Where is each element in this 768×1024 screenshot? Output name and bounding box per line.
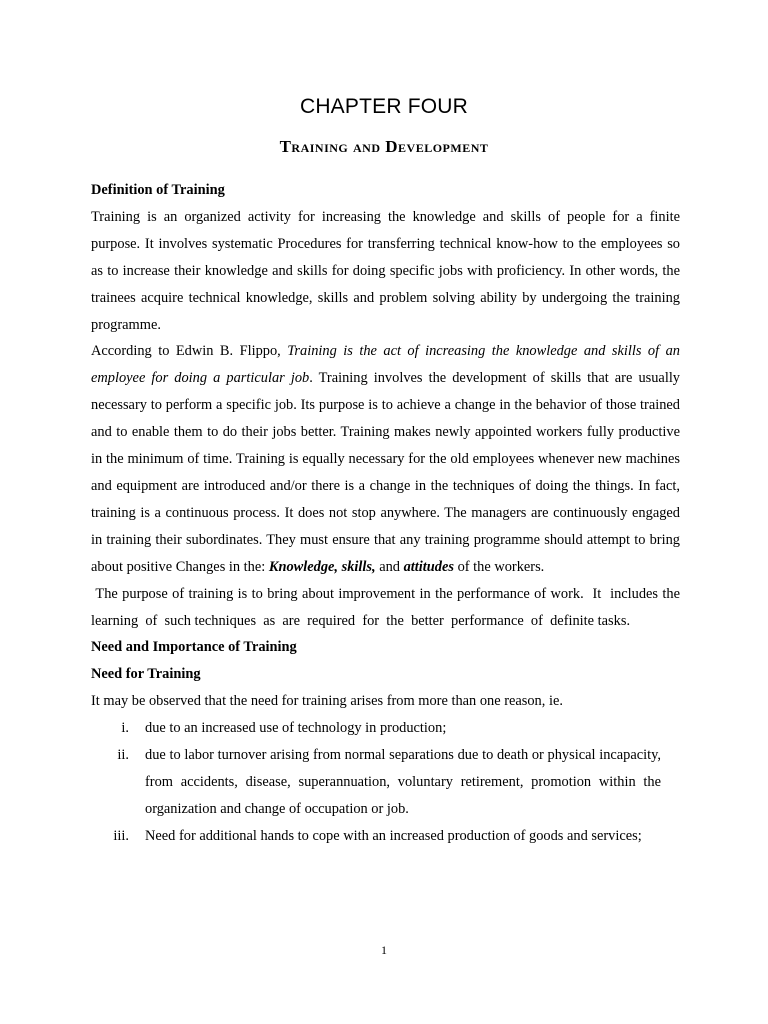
list-item-text: Need for additional hands to cope with an increased production of goods and services; — [145, 827, 642, 844]
flippo-paragraph — [91, 338, 680, 580]
need-intro-paragraph: It may be observed that the need for training arises from more than one reason, ie. — [91, 693, 563, 710]
need-heading: Need for Training — [91, 666, 201, 683]
list-item — [91, 715, 661, 742]
attitudes-emphasis: attitudes — [403, 558, 454, 575]
list-marker: iii. — [113, 827, 129, 844]
flippo-lead-text: According to Edwin B. Flippo, — [91, 343, 288, 360]
knowledge-skills-emphasis: Knowledge, skills, — [268, 558, 376, 575]
list-item-text: due to an increased use of technology in production; — [145, 720, 447, 737]
definition-heading: Definition of Training — [91, 182, 225, 198]
list-item — [91, 742, 661, 823]
list-item — [91, 823, 661, 850]
chapter-subtitle: Training and Development — [279, 137, 489, 156]
body-content — [91, 177, 688, 850]
chapter-title: CHAPTER FOUR — [299, 95, 469, 118]
list-item-text: due to labor turnover arising from normal separations due to death or physical incapacity, from accidents, disease, superannuation, voluntary retirement, promotion within the organization and change of occupation or job. — [145, 747, 661, 817]
flippo-end-text: of the workers. — [453, 558, 545, 575]
flippo-quote: Training is the act of increasing the knowledge and skills of an employee for doing a particular job — [91, 343, 680, 387]
need-importance-heading: Need and Importance of Training — [91, 639, 297, 656]
list-marker: i. — [121, 720, 129, 737]
definition-paragraph: Training is an organized activity for increasing the knowledge and skills of people for a finite purpose. It involves systematic Procedures for transferring technical know-how to the employees so as to increase their knowledge and skills for doing specific jobs with proficiency. In other words, the trainees acquire technical knowledge, skills and problem solving ability by undergoing the training programme. — [91, 208, 680, 333]
flippo-body-text: . Training involves the development of skills that are usually necessary to perform a specific job. Its purpose is to achieve a change in the behavior of those trained and to enable them to do their jobs better. Training makes newly appointed workers fully productive in the minimum of time. Training is equally necessary for the old employees whenever new machines and equipment are introduced and/or there is a change in the techniques of doing the things. In fact, training is a continuous process. It does not stop anywhere. The managers are continuously engaged in training their subordinates. They must ensure that any training programme should attempt to bring about positive Changes in the: — [91, 370, 681, 575]
need-reasons-list — [91, 715, 680, 850]
purpose-paragraph: The purpose of training is to bring about improvement in the performance of work. It includes the learning of such techniques as are required for the better performance of definite tasks. — [91, 585, 688, 629]
page-number: 1 — [381, 943, 387, 957]
and-text: and — [375, 558, 404, 575]
list-marker: ii. — [117, 747, 129, 764]
